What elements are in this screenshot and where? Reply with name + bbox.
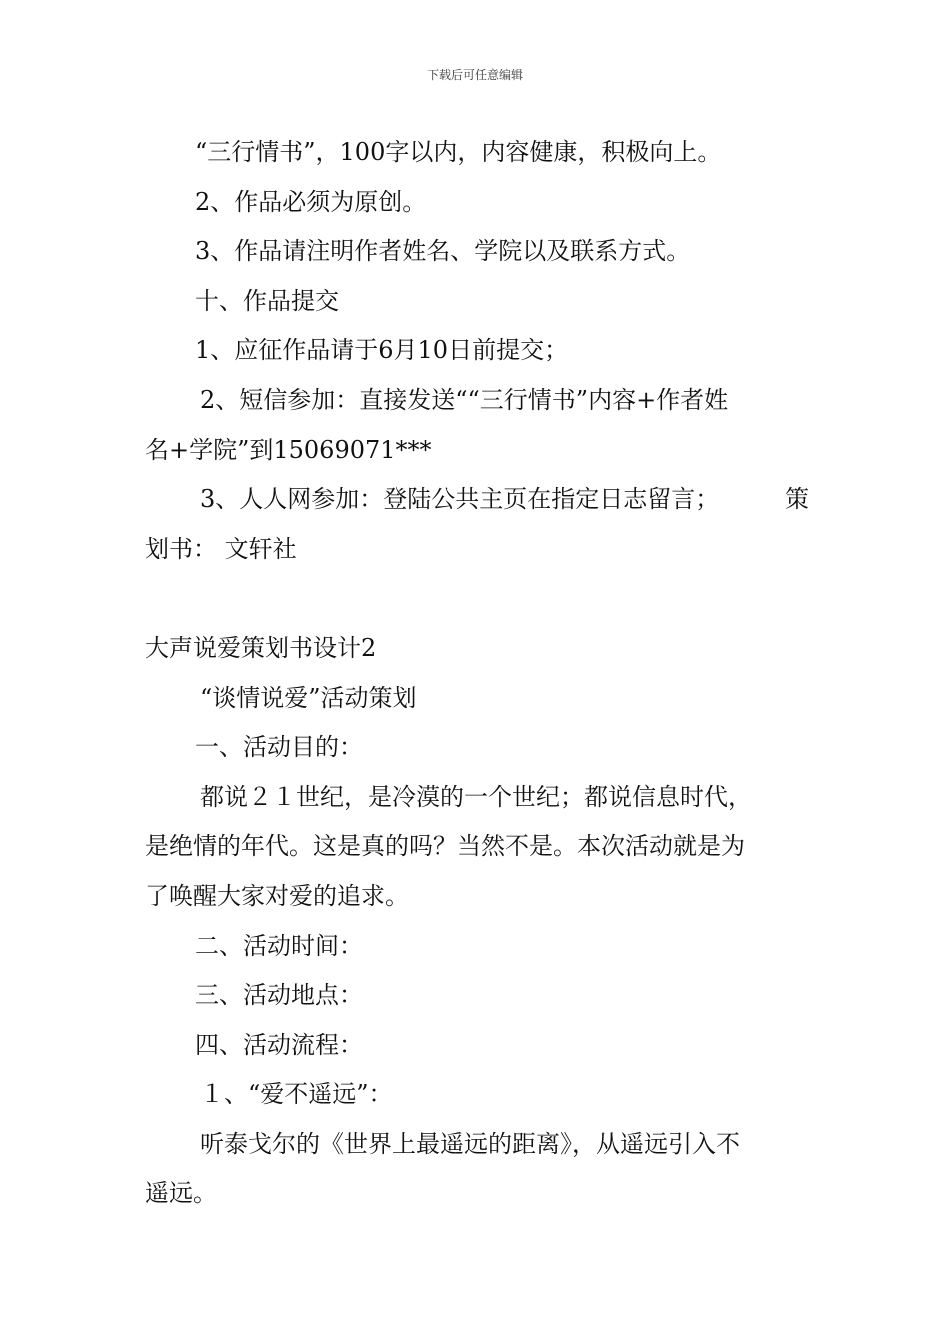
paragraph-line: 2、作品必须为原创。: [195, 187, 427, 216]
page-header: 下载后可任意编辑: [426, 68, 523, 82]
section-heading: 三、活动地点：: [195, 981, 363, 1010]
section-heading: 一、活动目的：: [195, 733, 363, 762]
subsection-heading: １、“爱不遥远”：: [200, 1080, 393, 1109]
paragraph-line: 3、作品请注明作者姓名、学院以及联系方式。: [195, 237, 691, 266]
document-title: 大声说爱策划书设计2: [145, 633, 377, 662]
paragraph-line: 遥远。: [145, 1179, 217, 1208]
section-heading: 四、活动流程：: [195, 1030, 363, 1059]
paragraph-line: 都说２１世纪，是冷漠的一个世纪；都说信息时代，: [200, 782, 752, 811]
paragraph-line: 听泰戈尔的《世界上最遥远的距离》，从遥远引入不: [200, 1129, 740, 1158]
document-subtitle: “谈情说爱”活动策划: [200, 683, 417, 712]
paragraph-line: 是绝情的年代。这是真的吗？当然不是。本次活动就是为: [145, 832, 745, 861]
blank-line: [145, 574, 809, 624]
paragraph-line-text: 3、人人网参加：登陆公共主页在指定日志留言；: [200, 485, 720, 514]
paragraph-line: 了唤醒大家对爱的追求。: [145, 881, 409, 910]
paragraph-line: 1、应征作品请于6月10日前提交；: [195, 336, 569, 365]
section-heading: 二、活动时间：: [195, 931, 363, 960]
paragraph-line: “三行情书”，100字以内，内容健康，积极向上。: [195, 138, 722, 166]
paragraph-line: 名+学院”到15069071***: [145, 435, 432, 464]
paragraph-line-tail: 策: [785, 485, 809, 514]
paragraph-line: 划书： 文轩社: [145, 534, 297, 563]
paragraph-line: [145, 475, 809, 525]
paragraph-line: 2、短信参加：直接发送““三行情书”内容+作者姓: [200, 385, 729, 414]
document-body: [145, 128, 809, 1219]
section-heading: 十、作品提交: [195, 286, 339, 315]
